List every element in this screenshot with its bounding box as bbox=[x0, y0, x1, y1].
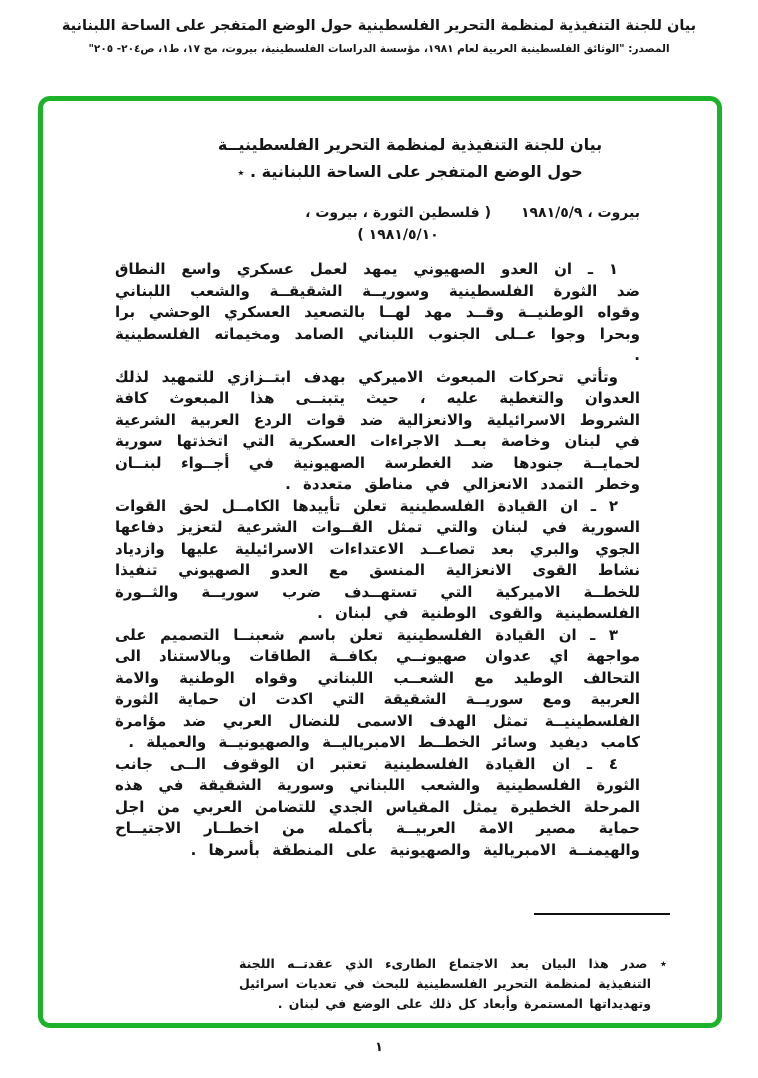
document-frame bbox=[38, 96, 722, 1028]
statement-title bbox=[213, 131, 607, 187]
footnote-reference-marker: ٭ bbox=[237, 166, 245, 181]
page-title: بيان للجنة التنفيذية لمنظمة التحرير الفلسطينية حول الوضع المتفجر على الساحة اللبنانية bbox=[61, 18, 697, 34]
dateline-place-date: بيروت ، ١٩٨١/٥/٩ bbox=[520, 205, 640, 221]
document-header bbox=[0, 18, 758, 55]
paragraph-1b: وتأتي تحركات المبعوث الاميركي بهدف ابتــزازي للتمهيد لذلك العدوان والتغطية عليه ، حيث يتبنــى هذا المبعوث كافة الشروط الاسرائيلية والانعزالية ضد قوات الردع العربية الشرعية في لبنان وخاصة بعــد الاجراءات العسكرية التي اتخذتها سورية لحمايــة جنودها ضد الغطرسة الصهيونية في أجــواء لبنــان وخطر التمدد الانعزالي في مناطق متعددة . bbox=[115, 367, 640, 493]
paragraph-4: ٤ ـ ان القيادة الفلسطينية تعتبر ان الوقوف الــى جانب الثورة الفلسطينية والشعب اللبناني وسورية الشقيقة في هذه المرحلة الخطيرة يمثل المقياس الجدي للتضامن العربي من اجل حماية مصير الامة العربيــة بأكمله من اخطــار الاجتيــاح والهيمنــة الامبريالية والصهيونية على المنطقة بأسرها . bbox=[115, 754, 640, 859]
paragraph-2: ٢ ـ ان القيادة الفلسطينية تعلن تأييدها الكامــل لحق القوات السورية في لبنان والتي تمثل القــوات الشرعية لتعزيز دفاعها الجوي والبري بعد تصاعــد الاعتداءات الاسرائيلية عليها وازدياد نشاط القوى الانعزالية المنسق مع العدو الصهيوني تنفيذا للخطــة الاميركية التي تستهــدف ضرب سوريــة والثــورة الفلسطينية والقوى الوطنية في لبنان . bbox=[115, 496, 640, 622]
dateline-source-ref-line2: ١٩٨١/٥/١٠ ) bbox=[357, 227, 439, 243]
statement-body bbox=[115, 259, 640, 861]
footnote-text: صدر هذا البيان بعد الاجتماع الطارىء الذي عقدتــه اللجنة التنفيذية لمنظمة التحرير الفلسطينية للبحث في تعديات اسرائيل وتهديداتها المستمرة وأبعاد كل ذلك على الوضع في لبنان . bbox=[239, 955, 651, 1011]
statement-title-line2: حول الوضع المتفجر على الساحة اللبنانية . ٭ bbox=[237, 162, 583, 181]
page-number: ١ bbox=[375, 1040, 383, 1055]
footnote-separator bbox=[534, 913, 670, 915]
statement-title-line1: بيان للجنة التنفيذية لمنظمة التحرير الفلسطينيــة bbox=[217, 135, 603, 154]
paragraph-1: ١ ـ ان العدو الصهيوني يمهد لعمل عسكري واسع النطاق ضد الثورة الفلسطينية وسوريــة الشقيقــة والشعب اللبناني وقواه الوطنيــة وقــد مهد لهــا بالتصعيد العسكري الوحشي برا وبحرا وجوا عــلى الجنوب اللبناني الصامد ومخيماته الفلسطينية . bbox=[115, 260, 640, 364]
dateline-source-ref-line1: ( فلسطين الثورة ، بيروت ، bbox=[305, 205, 491, 221]
footnote-marker: ٭ bbox=[659, 956, 667, 972]
dateline bbox=[115, 202, 640, 246]
paragraph-3: ٣ ـ ان القيادة الفلسطينية تعلن باسم شعبنــا التصميم على مواجهة اي عدوان صهيونــي بكافــة الطاقات وبالاستناد الى التحالف الوطيد مع الشعــب اللبناني وقواه الوطنية والامة العربية ومع سوريــة الشقيقة التي اكدت ان حماية الثورة الفلسطينيــة تمثل الهدف الاسمى للنضال العربي ضد مؤامرة كامب ديفيد وسائر الخطــط الامبرياليــة والصهيونيــة والعميلة . bbox=[115, 625, 640, 751]
source-citation: المصدر: "الوثائق الفلسطينية العربية لعام ١٩٨١، مؤسسة الدراسات الفلسطينية، بيروت، مج ١٧، ط١، ص٢٠٤- ٢٠٥" bbox=[88, 43, 670, 55]
footnote bbox=[239, 954, 667, 1014]
dateline-source-ref bbox=[305, 202, 491, 246]
